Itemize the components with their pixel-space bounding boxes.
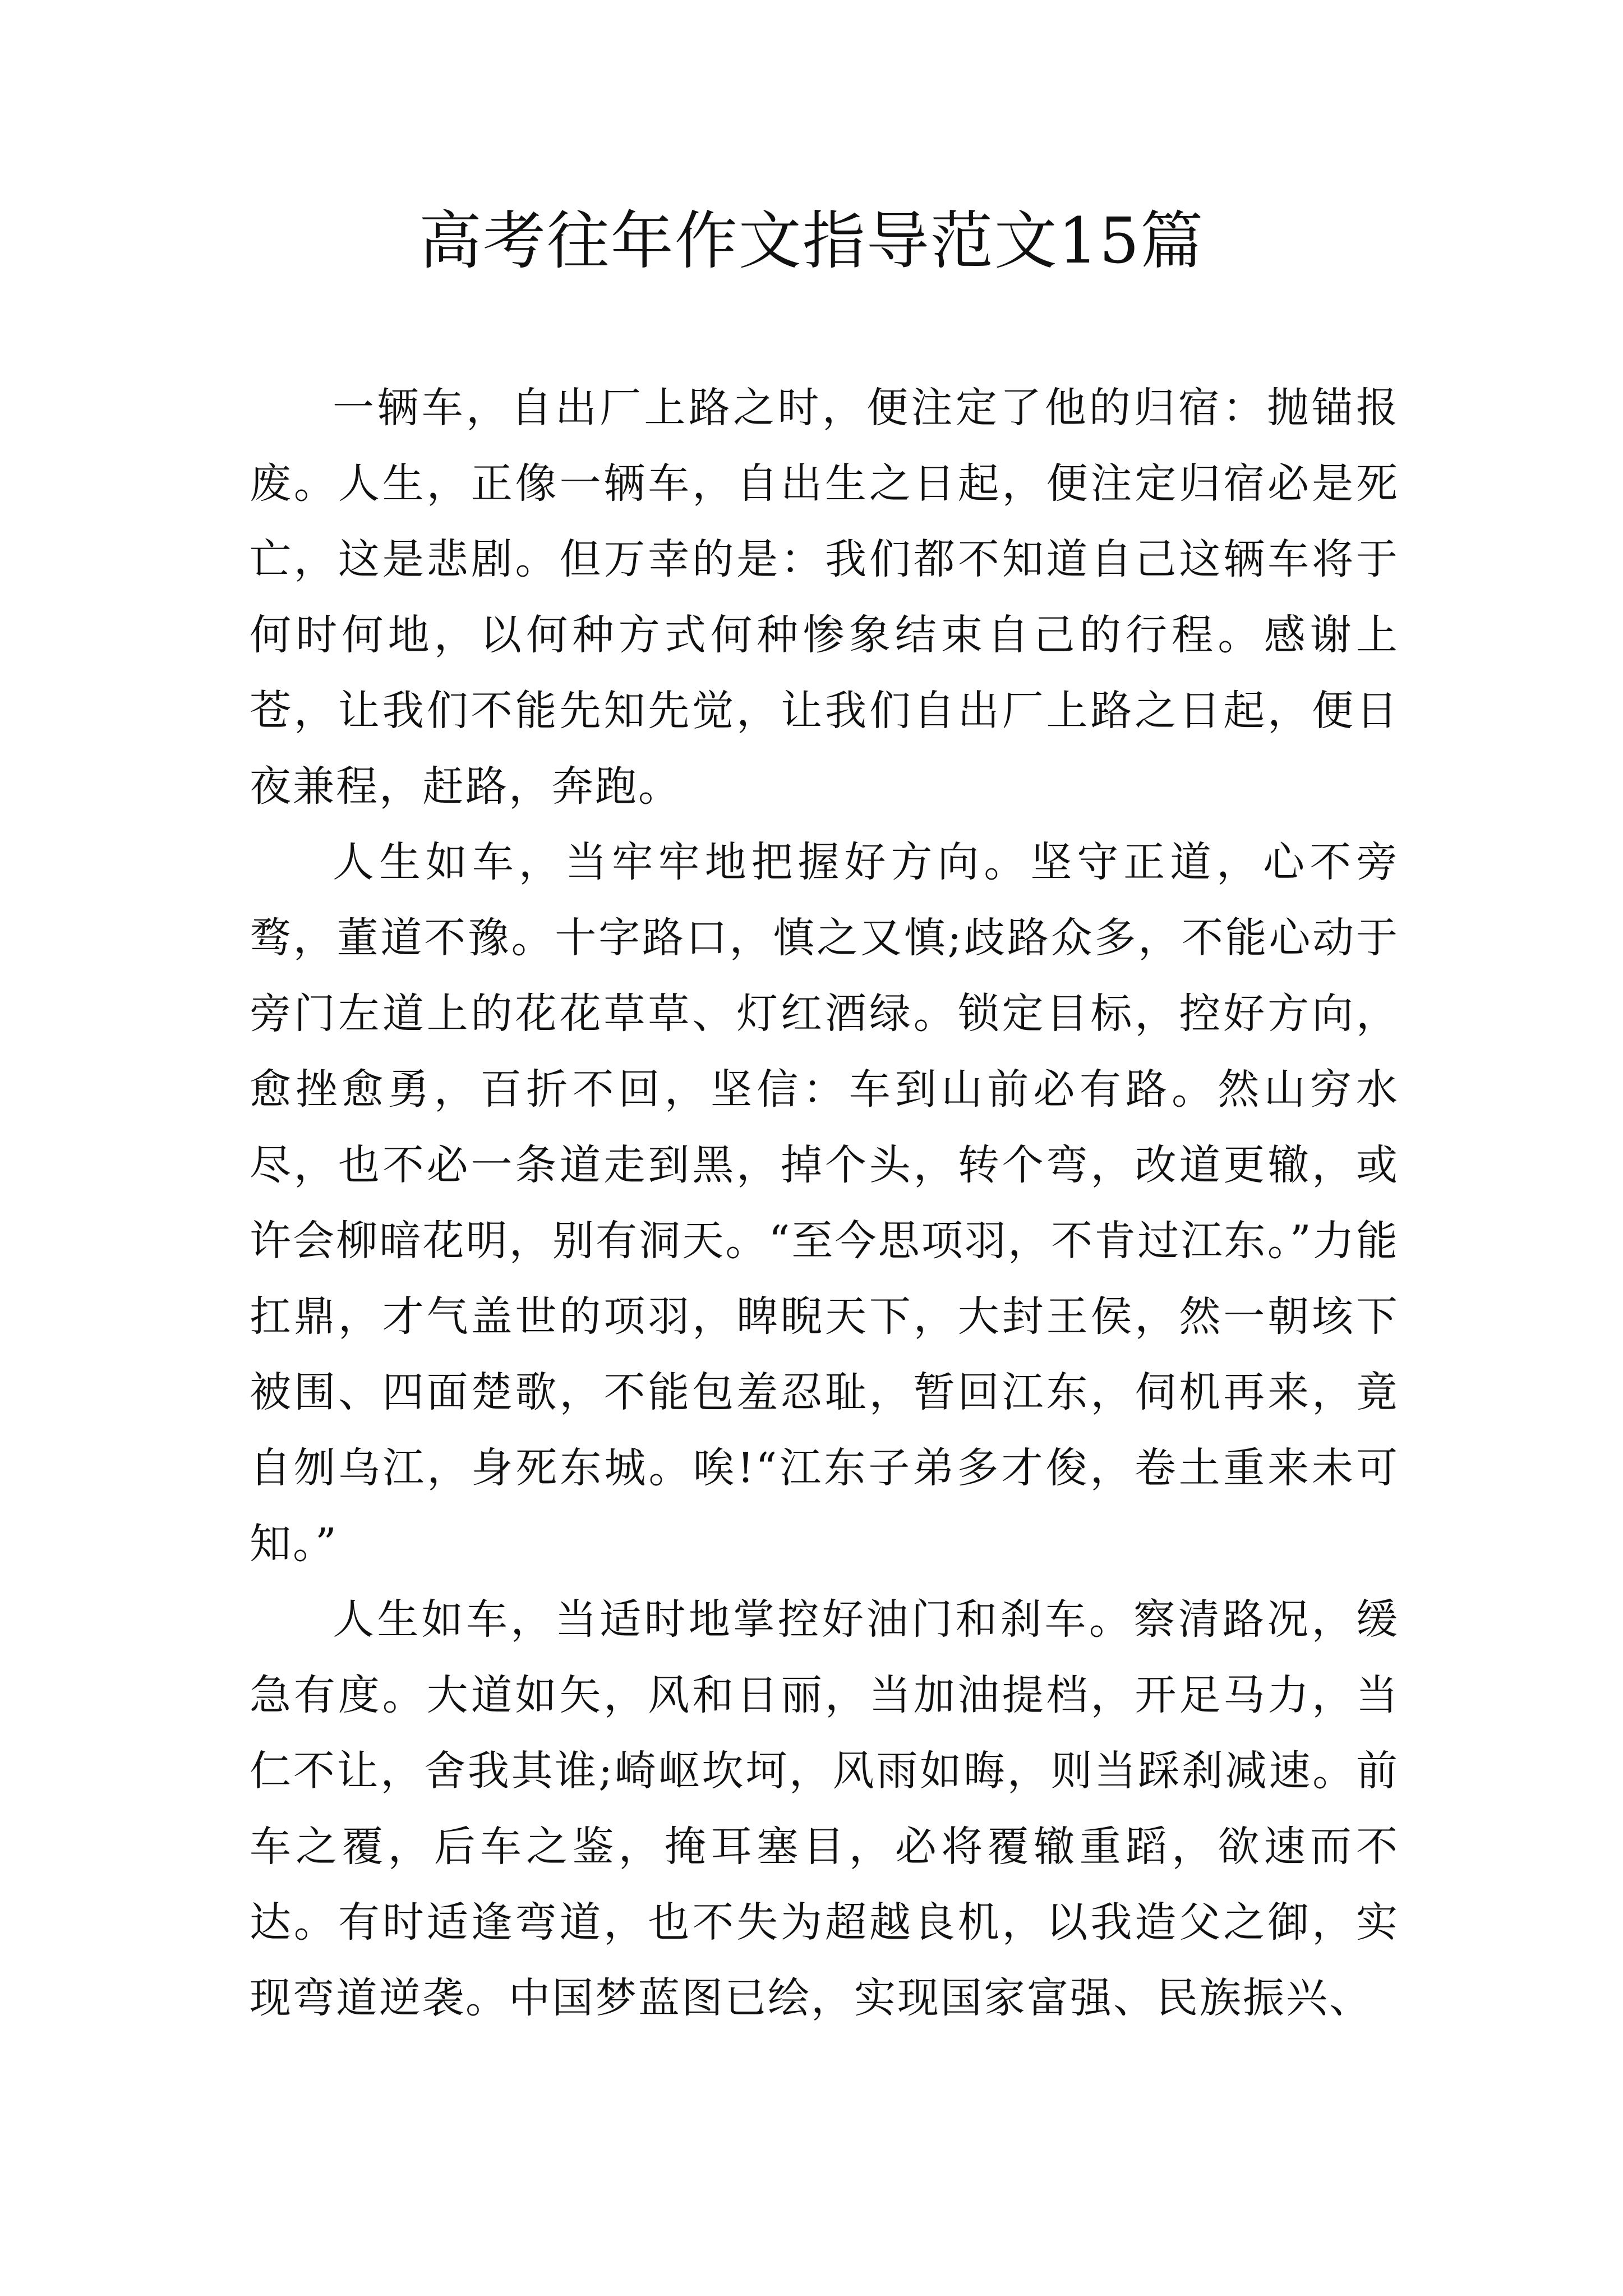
document-title: 高考往年作文指导范文15篇 [418, 205, 1205, 278]
paragraph: 人生如车，当适时地掌控好油门和刹车。察清路况，缓急有度。大道如矢，风和日丽，当加油提档，开足马力，当仁不让，舍我其谁;崎岖坎坷，风雨如晦，则当踩刹减速。前车之覆，后车之鉴，掩耳塞目，必将覆辙重蹈，欲速而不达。有时适逢弯道，也不失为超越良机，以我造父之御，实现弯道逆袭。中国梦蓝图已绘，实现国家富强、民族振兴、 [250, 1595, 1399, 2022]
document-body [250, 370, 1399, 2036]
paragraph: 一辆车，自出厂上路之时，便注定了他的归宿：抛锚报废。人生，正像一辆车，自出生之日起，便注定归宿必是死亡，这是悲剧。但万幸的是：我们都不知道自己这辆车将于何时何地，以何种方式何种惨象结束自己的行程。感谢上苍，让我们不能先知先觉，让我们自出厂上路之日起，便日夜兼程，赶路，奔跑。 [250, 384, 1399, 811]
paragraph: 人生如车，当牢牢地把握好方向。坚守正道，心不旁骛，董道不豫。十字路口，慎之又慎;歧路众多，不能心动于旁门左道上的花花草草、灯红酒绿。锁定目标，控好方向，愈挫愈勇，百折不回，坚信：车到山前必有路。然山穷水尽，也不必一条道走到黑，掉个头，转个弯，改道更辙，或许会柳暗花明，别有洞天。“至今思项羽，不肯过江东。”力能扛鼎，才气盖世的项羽，睥睨天下，大封王侯，然一朝垓下被围、四面楚歌，不能包羞忍耻，暂回江东，伺机再来，竟自刎乌江，身死东城。唉!“江东子弟多才俊，卷土重来未可知。” [250, 838, 1399, 1568]
